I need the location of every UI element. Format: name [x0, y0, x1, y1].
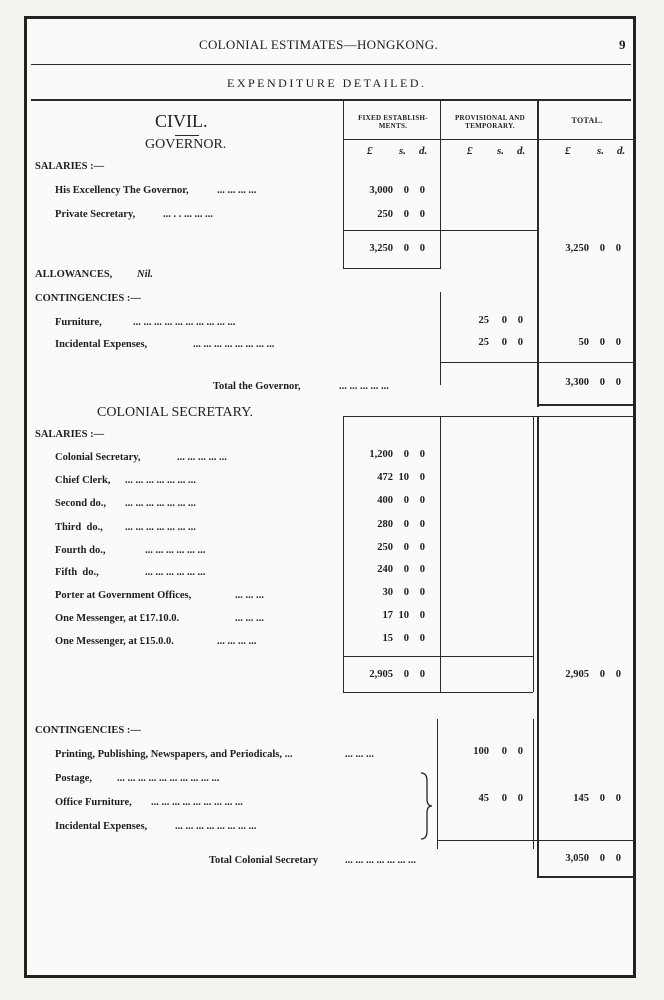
amount-pence: 0	[419, 209, 425, 220]
pence-symbol: d.	[419, 145, 428, 157]
leader-dots: ... ... ... ... ... ... ...	[125, 498, 196, 509]
amount-shillings: 0	[403, 633, 409, 644]
amount-pence: 0	[419, 633, 425, 644]
rule	[343, 139, 633, 140]
leader-dots: ... ... ... ... ... ... ...	[125, 522, 196, 533]
leader-dots: ... . . ... ... ...	[163, 209, 213, 220]
amount-shillings: 0	[403, 449, 409, 460]
amount-shillings: 0	[501, 746, 507, 757]
leader-dots: ... ... ... ... ... ... ...	[125, 475, 196, 486]
line-item-label: Third do.,	[55, 522, 103, 533]
leader-dots: ... ... ... ... ... ...	[145, 567, 206, 578]
leader-dots: ... ... ... ... ... ...	[145, 545, 206, 556]
amount-pence: 0	[517, 315, 523, 326]
line-item-label: One Messenger, at £15.0.0.	[55, 636, 174, 647]
governor-total-label: Total the Governor,	[213, 381, 301, 392]
colonial-secretary-heading: COLONIAL SECRETARY.	[97, 405, 254, 420]
line-item-label: Incidental Expenses,	[55, 339, 148, 350]
amount-pence: 0	[419, 495, 425, 506]
leader-dots: ... ... ... ... ... ... ... ... ... ...	[117, 773, 220, 784]
amount-shillings: 0	[403, 542, 409, 553]
governor-total-pence: 0	[615, 377, 621, 388]
amount-shillings: 0	[501, 793, 507, 804]
amount-pence: 0	[419, 472, 425, 483]
leader-dots: ... ... ...	[345, 749, 374, 760]
amount-pounds: 25	[478, 315, 489, 326]
amount-pounds: 45	[478, 793, 489, 804]
col-header-provisional	[441, 114, 539, 130]
amount-pence: 0	[419, 610, 425, 621]
amount-shillings: 10	[398, 472, 409, 483]
line-item-label: Colonial Secretary,	[55, 452, 141, 463]
estimates-page	[24, 16, 636, 978]
leader-dots: ... ... ... ... ... ... ... ...	[175, 821, 257, 832]
total-pence: 0	[615, 793, 621, 804]
amount-pence: 0	[419, 587, 425, 598]
subtotal-pounds: 3,250	[369, 243, 393, 254]
amount-pounds: 15	[382, 633, 393, 644]
shilling-symbol: s.	[399, 145, 407, 157]
governor-total-shillings: 0	[599, 377, 605, 388]
column-rule	[533, 719, 534, 849]
column-rule	[437, 719, 438, 849]
leader-dots: ... ... ... ...	[217, 636, 257, 647]
amount-pounds: 250	[377, 209, 393, 220]
leader-dots: ... ... ... ...	[217, 185, 257, 196]
column-rule	[440, 101, 441, 269]
line-item-label: Office Furniture,	[55, 797, 132, 808]
rule	[343, 268, 441, 269]
amount-pence: 0	[419, 542, 425, 553]
col-header-fixed-line2: MENTS.	[378, 122, 408, 130]
amount-pounds: 100	[473, 746, 489, 757]
subtotal-pence: 0	[419, 243, 425, 254]
pound-symbol: £	[467, 145, 473, 157]
leader-dots: ... ... ... ... ...	[339, 381, 389, 392]
secretary-contingencies-label: CONTINGENCIES :—	[35, 725, 141, 736]
leader-dots: ... ... ...	[235, 613, 264, 624]
leader-dots: ... ... ... ... ... ... ...	[345, 855, 416, 866]
pence-symbol: d.	[517, 145, 526, 157]
col-header-provisional-line2: TEMPORARY.	[465, 122, 515, 130]
total-pounds: 145	[573, 793, 589, 804]
subtotal-pence: 0	[419, 669, 425, 680]
amount-pounds: 25	[478, 337, 489, 348]
amount-shillings: 10	[398, 610, 409, 621]
total-pence: 0	[615, 243, 621, 254]
subtotal-pounds: 2,905	[369, 669, 393, 680]
col-header-total: TOTAL.	[571, 116, 603, 125]
amount-pence: 0	[419, 519, 425, 530]
line-item-label: One Messenger, at £17.10.0.	[55, 613, 180, 624]
line-item-label: Fifth do.,	[55, 567, 99, 578]
total-pence: 0	[615, 669, 621, 680]
leader-dots: ... ... ...	[235, 590, 264, 601]
leader-dots: ... ... ... ... ... ... ... ...	[193, 339, 275, 350]
rule	[437, 840, 635, 841]
pound-symbol: £	[367, 145, 373, 157]
rule	[31, 99, 631, 101]
brace-icon	[419, 771, 433, 841]
secretary-total-pounds: 3,050	[565, 853, 589, 864]
amount-shillings: 0	[403, 185, 409, 196]
subtotal-shillings: 0	[403, 669, 409, 680]
rule	[537, 876, 635, 878]
shilling-symbol: s.	[597, 145, 605, 157]
amount-pounds: 400	[377, 495, 393, 506]
line-item-label: Chief Clerk,	[55, 475, 111, 486]
rule	[343, 230, 537, 231]
amount-pence: 0	[517, 793, 523, 804]
amount-shillings: 0	[501, 315, 507, 326]
governor-salaries-label: SALARIES :—	[35, 161, 105, 172]
line-item-label: His Excellency The Governor,	[55, 185, 189, 196]
rule	[343, 692, 533, 693]
amount-pence: 0	[419, 564, 425, 575]
amount-pounds: 280	[377, 519, 393, 530]
line-item-label: Furniture,	[55, 317, 102, 328]
leader-dots: ... ... ... ... ... ... ... ... ... ...	[133, 317, 236, 328]
rule	[440, 362, 634, 363]
rule	[175, 135, 199, 136]
leader-dots: ... ... ... ... ... ... ... ... ...	[151, 797, 243, 808]
col-header-fixed	[345, 114, 441, 130]
amount-shillings: 0	[501, 337, 507, 348]
amount-shillings: 0	[403, 495, 409, 506]
line-item-label: Second do.,	[55, 498, 107, 509]
allowances-label: ALLOWANCES,	[35, 269, 113, 280]
allowances-value: Nil.	[137, 269, 154, 280]
pound-symbol: £	[565, 145, 571, 157]
line-item-label: Private Secretary,	[55, 209, 136, 220]
col-header-fixed-line1: FIXED ESTABLISH-	[358, 114, 428, 122]
amount-pounds: 30	[382, 587, 393, 598]
secretary-total-shillings: 0	[599, 853, 605, 864]
total-shillings: 0	[599, 793, 605, 804]
amount-pounds: 250	[377, 542, 393, 553]
amount-pence: 0	[517, 746, 523, 757]
amount-pounds: 472	[377, 472, 393, 483]
governor-heading: GOVERNOR.	[145, 137, 227, 152]
leader-dots: ... ... ... ... ...	[177, 452, 227, 463]
total-shillings: 0	[599, 669, 605, 680]
line-item-label: Porter at Government Offices,	[55, 590, 192, 601]
column-rule	[440, 416, 441, 692]
rule	[343, 416, 635, 417]
amount-shillings: 0	[403, 519, 409, 530]
line-item-label: Incidental Expenses,	[55, 821, 148, 832]
pence-symbol: d.	[617, 145, 626, 157]
total-shillings: 0	[599, 243, 605, 254]
total-pounds: 50	[578, 337, 589, 348]
total-pounds: 2,905	[565, 669, 589, 680]
page-header-title: COLONIAL ESTIMATES—HONGKONG.	[199, 37, 439, 52]
secretary-total-label: Total Colonial Secretary	[209, 855, 319, 866]
total-pounds: 3,250	[565, 243, 589, 254]
amount-pence: 0	[419, 449, 425, 460]
line-item-label: Fourth do.,	[55, 545, 106, 556]
line-item-label: Postage,	[55, 773, 93, 784]
shilling-symbol: s.	[497, 145, 505, 157]
rule	[537, 404, 633, 406]
rule	[343, 656, 533, 657]
amount-shillings: 0	[403, 587, 409, 598]
total-shillings: 0	[599, 337, 605, 348]
line-item-label: Printing, Publishing, Newspapers, and Periodicals, ...	[55, 749, 293, 760]
page-number: 9	[619, 37, 626, 52]
rule	[31, 64, 631, 65]
column-rule	[537, 416, 539, 878]
section-title-civil: CIVIL.	[155, 111, 208, 131]
governor-total-pounds: 3,300	[565, 377, 589, 388]
amount-shillings: 0	[403, 209, 409, 220]
page-subtitle: EXPENDITURE DETAILED.	[227, 76, 427, 90]
amount-pence: 0	[419, 185, 425, 196]
subtotal-shillings: 0	[403, 243, 409, 254]
secretary-salaries-label: SALARIES :—	[35, 429, 105, 440]
secretary-total-pence: 0	[615, 853, 621, 864]
amount-pounds: 1,200	[369, 449, 393, 460]
amount-pounds: 3,000	[369, 185, 393, 196]
col-header-provisional-line1: PROVISIONAL AND	[454, 114, 526, 122]
amount-pounds: 17	[382, 610, 393, 621]
amount-pounds: 240	[377, 564, 393, 575]
amount-pence: 0	[517, 337, 523, 348]
amount-shillings: 0	[403, 564, 409, 575]
total-pence: 0	[615, 337, 621, 348]
column-rule	[533, 416, 534, 692]
governor-contingencies-label: CONTINGENCIES :—	[35, 293, 141, 304]
